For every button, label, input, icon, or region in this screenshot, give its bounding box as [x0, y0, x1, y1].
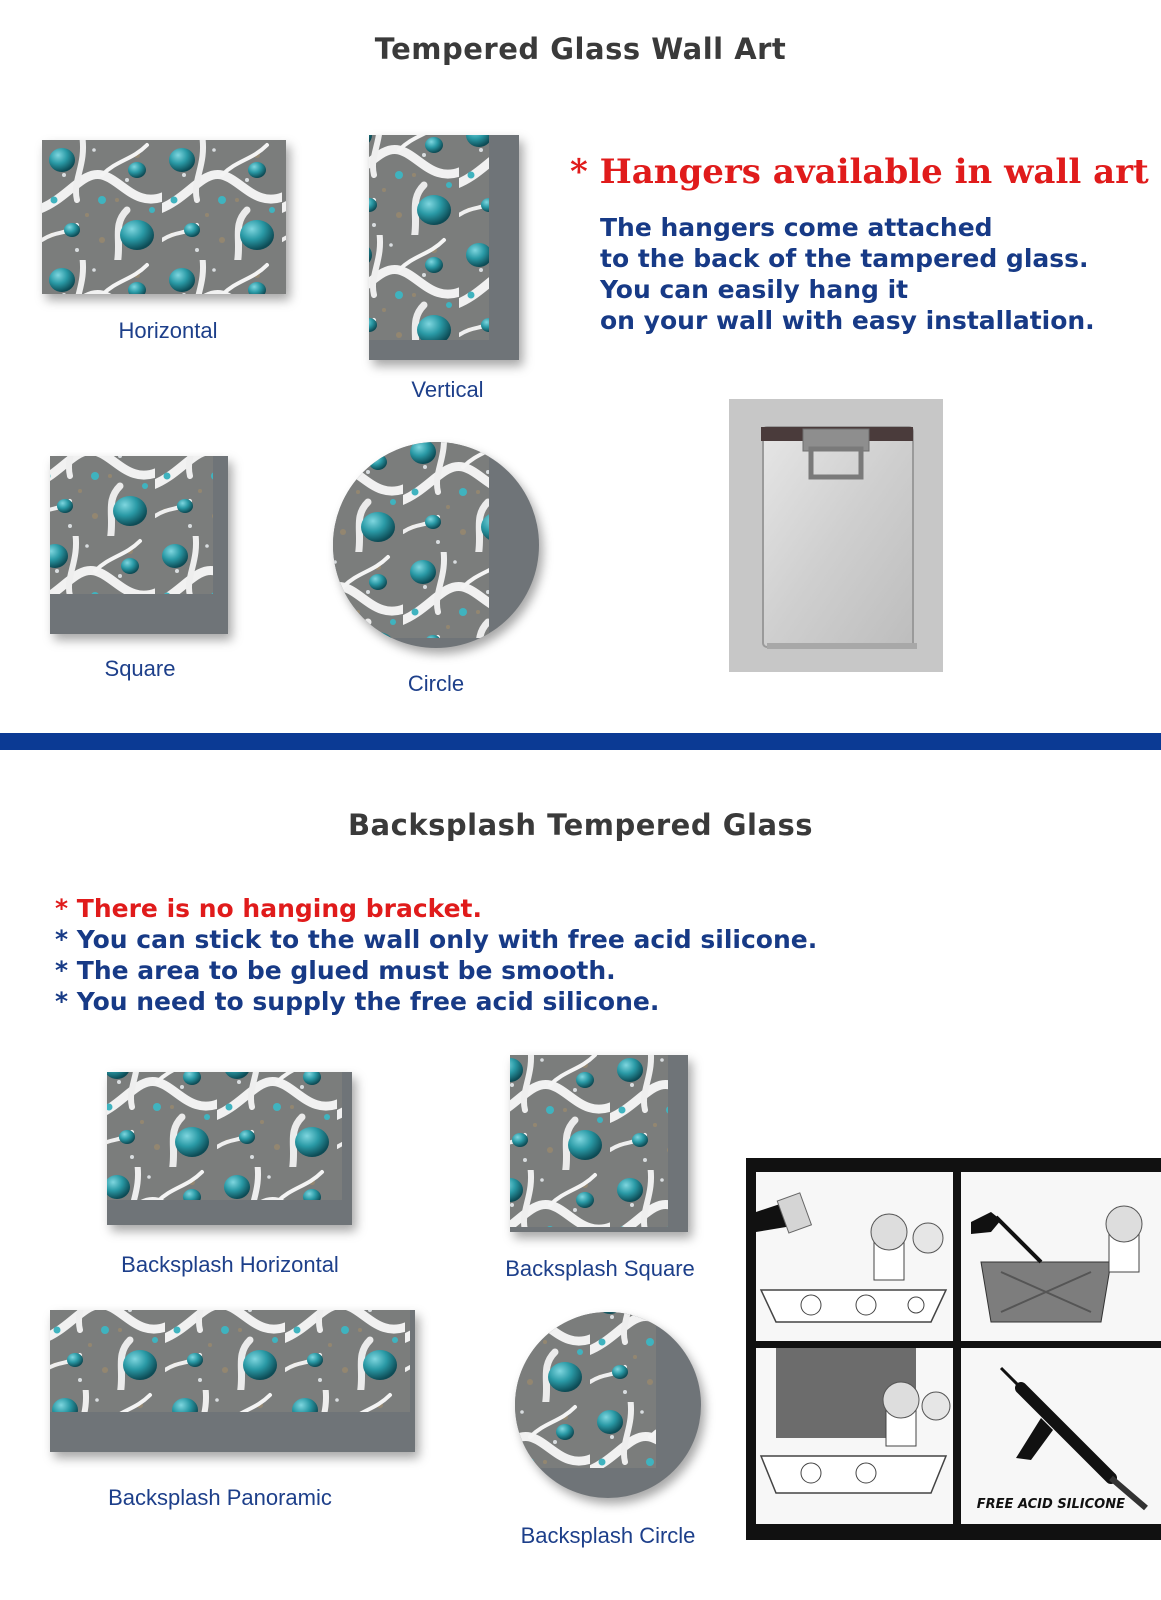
step-apply-silicone: [961, 1172, 1161, 1341]
backsplash-circle-image: [515, 1312, 701, 1498]
horizontal-caption: Horizontal: [118, 318, 218, 343]
note-line: * The area to be glued must be smooth.: [55, 956, 616, 985]
backsplash-panoramic-caption: Backsplash Panoramic: [108, 1485, 332, 1510]
circle-art-image: [333, 442, 539, 648]
circle-caption: Circle: [407, 671, 465, 696]
hangers-line: on your wall with easy installation.: [600, 306, 1095, 335]
backsplash-notes: [55, 893, 817, 1017]
backsplash-square-caption: Backsplash Square: [505, 1256, 695, 1281]
horizontal-art-image: [42, 140, 286, 294]
backsplash-title: Backsplash Tempered Glass: [347, 808, 814, 842]
backsplash-square-image: [510, 1055, 688, 1232]
silicone-label: FREE ACID SILICONE: [976, 1497, 1125, 1512]
backsplash-horizontal-image: [107, 1072, 352, 1225]
step-hold-glass: [756, 1172, 953, 1341]
vertical-art-image: [369, 135, 519, 360]
hangers-heading: * Hangers available in wall art: [570, 152, 1149, 192]
backsplash-horizontal-caption: Backsplash Horizontal: [121, 1252, 339, 1277]
hanger-photo: [729, 399, 943, 672]
section-divider: [0, 733, 1161, 750]
vertical-caption: Vertical: [411, 377, 484, 402]
hangers-line: You can easily hang it: [600, 275, 909, 304]
wall-art-title: Tempered Glass Wall Art: [374, 32, 787, 66]
hangers-line: to the back of the tampered glass.: [600, 244, 1089, 273]
square-art-image: [50, 456, 228, 634]
backsplash-circle-caption: Backsplash Circle: [520, 1523, 696, 1548]
backsplash-panoramic-image: [50, 1310, 415, 1452]
note-line: * You need to supply the free acid silicone.: [55, 987, 660, 1016]
step-silicone-gun: [961, 1348, 1161, 1524]
step-press-glass: [756, 1348, 953, 1524]
installation-steps: [746, 1158, 1161, 1540]
square-caption: Square: [104, 656, 176, 681]
hangers-line: The hangers come attached: [600, 213, 993, 242]
note-line: * There is no hanging bracket.: [55, 894, 483, 923]
note-line: * You can stick to the wall only with free acid silicone.: [55, 925, 818, 954]
hangers-description: [600, 212, 1095, 336]
